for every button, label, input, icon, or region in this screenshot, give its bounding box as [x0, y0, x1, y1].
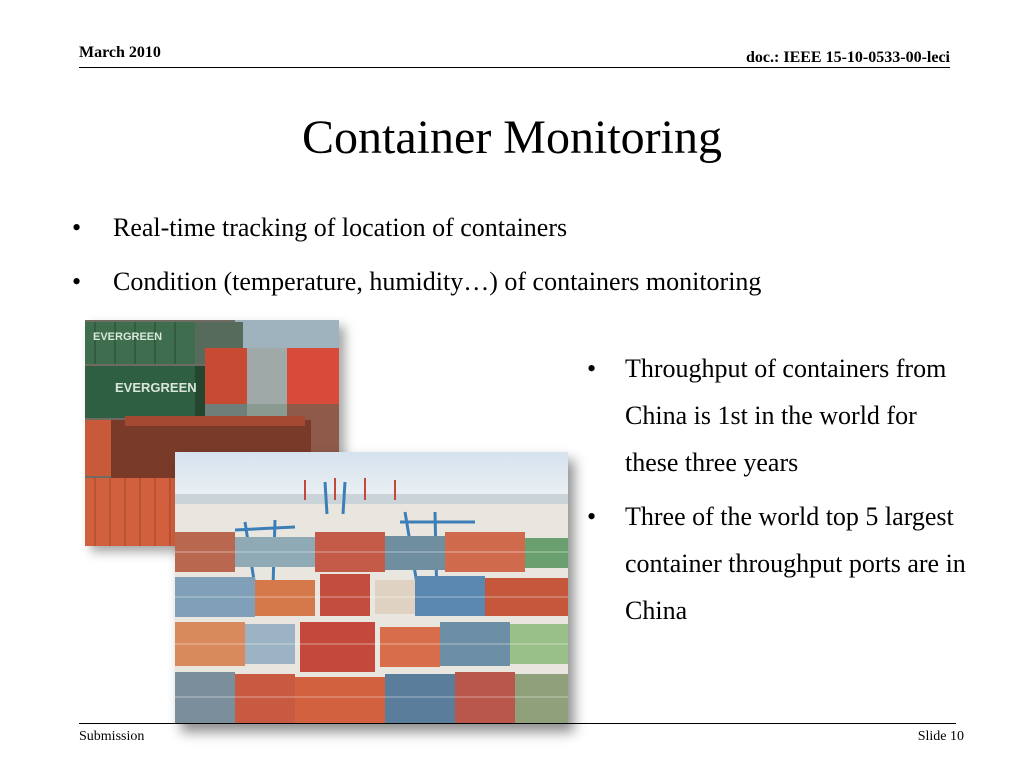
bullet-item: • Real-time tracking of location of containers [72, 208, 952, 248]
container-brand-text: EVERGREEN [115, 380, 197, 395]
slide-number: Slide 10 [917, 729, 964, 744]
footer-divider [79, 723, 956, 724]
header-doc-id: doc.: IEEE 15-10-0533-00-leci [746, 49, 950, 66]
bullet-item: • Three of the world top 5 largest container throughput ports are in China [587, 493, 967, 634]
side-bullet-list [587, 345, 967, 641]
header-divider [79, 67, 950, 68]
slide-title: Container Monitoring [302, 111, 722, 164]
header-date: March 2010 [79, 44, 161, 61]
footer-submission: Submission [79, 729, 145, 744]
container-brand-text: EVERGREEN [93, 331, 163, 343]
container-port-photo [175, 452, 568, 724]
bullet-item: • Condition (temperature, humidity…) of containers monitoring [72, 262, 952, 302]
main-bullet-list [72, 208, 952, 316]
bullet-item: • Throughput of containers from China is 1st in the world for these three years [587, 345, 967, 486]
